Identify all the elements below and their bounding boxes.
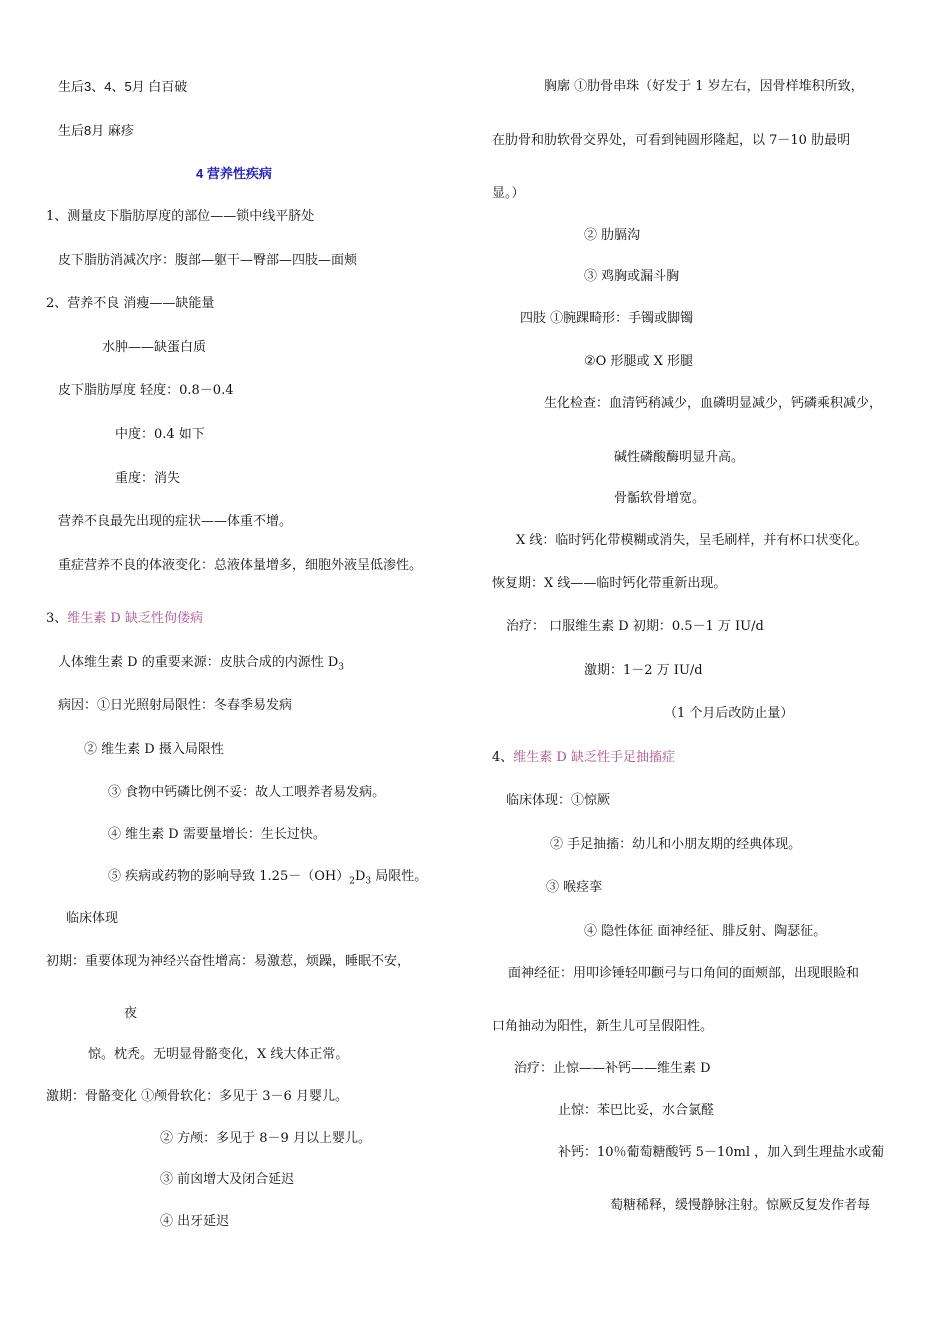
text-line: 显。） — [492, 186, 525, 201]
text-line: 初期：重要体现为神经兴奋性增高：易激惹，烦躁，睡眠不安， — [46, 954, 411, 969]
text-line: ② 维生素 D 摄入局限性 — [84, 742, 224, 757]
text-line: X 线：临时钙化带模糊或消失，呈毛刷样，并有杯口状变化。 — [516, 533, 868, 548]
text-line: ② 方颅：多见于 8－9 月以上婴儿。 — [160, 1131, 371, 1146]
text-line: 营养不良最先出现的症状——体重不增。 — [58, 514, 293, 529]
text-line: ③ 食物中钙磷比例不妥：故人工喂养者易发病。 — [108, 785, 386, 800]
text-line: 临床体现 — [66, 911, 119, 926]
text-line: 萄糖稀释，缓慢静脉注射。惊厥反复发作者每 — [610, 1198, 871, 1213]
section-number: 3、 — [46, 611, 68, 626]
text-span: D — [354, 869, 366, 884]
text-line: 1、测量皮下脂肪厚度的部位——锁中线平脐处 — [46, 209, 315, 224]
text-line: 骨骺软骨增宽。 — [614, 491, 706, 506]
text-line: 止惊：苯巴比妥，水合氯醛 — [558, 1103, 715, 1118]
text-line: 皮下脂肪消减次序：腹部—躯干—臀部—四肢—面颊 — [58, 253, 358, 268]
text-line: ②O 形腿或 X 形腿 — [584, 354, 693, 369]
section-heading-nutritional-disease: 4 营养性疾病 — [196, 166, 272, 181]
text-line: 四肢 ①腕踝畸形：手镯或脚镯 — [520, 311, 694, 326]
text-line: 恢复期：X 线——临时钙化带重新出现。 — [492, 576, 727, 591]
text-line: 夜 — [124, 1006, 138, 1021]
section-title: 维生素 D 缺乏性佝偻病 — [67, 611, 203, 626]
text-line: ④ 维生素 D 需要量增长：生长过快。 — [108, 827, 326, 842]
text-line: 惊。枕秃。无明显骨骼变化，X 线大体正常。 — [88, 1047, 349, 1062]
text-line: （1 个月后改防止量） — [664, 706, 794, 721]
section-heading-rickets — [46, 610, 203, 628]
vaccine-schedule-measles: 生后8月 麻疹 — [58, 123, 134, 138]
text-span: 人体维生素 D 的重要来源：皮肤合成的内源性 D — [58, 655, 339, 670]
text-line: 治疗： 口服维生素 D 初期：0.5－1 万 IU/d — [506, 619, 764, 634]
text-line: 治疗：止惊——补钙——维生素 D — [514, 1061, 711, 1076]
text-span: 局限性。 — [371, 869, 428, 884]
text-line: 中度：0.4 如下 — [115, 427, 205, 442]
section-number: 4、 — [492, 750, 514, 765]
text-line: 激期：骨骼变化 ①颅骨软化：多见于 3－6 月婴儿。 — [46, 1089, 348, 1104]
text-line: 病因：①日光照射局限性：冬春季易发病 — [58, 698, 293, 713]
text-line: 碱性磷酸酶明显升高。 — [614, 450, 745, 465]
text-line: 激期：1－2 万 IU/d — [584, 663, 703, 678]
text-line: ④ 隐性体征 面神经征、腓反射、陶瑟征。 — [584, 924, 827, 939]
text-line — [58, 654, 344, 677]
section-title: 维生素 D 缺乏性手足抽搐症 — [513, 750, 675, 765]
text-line: 皮下脂肪厚度 轻度：0.8－0.4 — [58, 383, 234, 398]
text-line: 生化检查：血清钙稍减少，血磷明显减少，钙磷乘积减少， — [544, 396, 883, 411]
text-line: 重症营养不良的体液变化：总液体量增多，细胞外液呈低渗性。 — [58, 558, 423, 573]
text-line: 重度：消失 — [115, 471, 181, 486]
text-line: 水肿——缺蛋白质 — [102, 340, 207, 355]
text-line: 补钙：10％葡萄糖酸钙 5－10ml ，加入到生理盐水或葡 — [558, 1145, 885, 1160]
subscript: 2 — [349, 876, 355, 887]
section-heading-tetany — [492, 749, 675, 767]
text-line: ③ 鸡胸或漏斗胸 — [584, 269, 680, 284]
text-line: ④ 出牙延迟 — [160, 1214, 230, 1229]
text-span: ⑤ 疾病或药物的影响导致 1.25－（OH） — [108, 869, 350, 884]
text-line: 胸廓 ①肋骨串珠（好发于 1 岁左右，因骨样堆积所致， — [544, 79, 864, 94]
text-line: 2、营养不良 消瘦——缺能量 — [46, 296, 215, 311]
text-line: 临床体现：①惊厥 — [506, 793, 611, 808]
text-line: ③ 前囟增大及闭合延迟 — [160, 1172, 295, 1187]
text-line: 面神经征：用叩诊锤轻叩颧弓与口角间的面颊部，出现眼睑和 — [508, 966, 860, 981]
vaccine-schedule-dpt: 生后3、4、5月 白百破 — [58, 79, 188, 94]
text-line — [108, 868, 427, 891]
text-line: ② 手足抽搐：幼儿和小朋友期的经典体现。 — [550, 837, 802, 852]
text-line: ② 肋膈沟 — [584, 228, 641, 243]
text-line: 在肋骨和肋软骨交界处，可看到钝圆形隆起，以 7－10 肋最明 — [492, 133, 851, 148]
text-line: 口角抽动为阳性，新生儿可呈假阳性。 — [492, 1019, 714, 1034]
subscript: 3 — [338, 662, 344, 673]
text-line: ③ 喉痉挛 — [546, 880, 603, 895]
subscript: 3 — [365, 876, 372, 887]
